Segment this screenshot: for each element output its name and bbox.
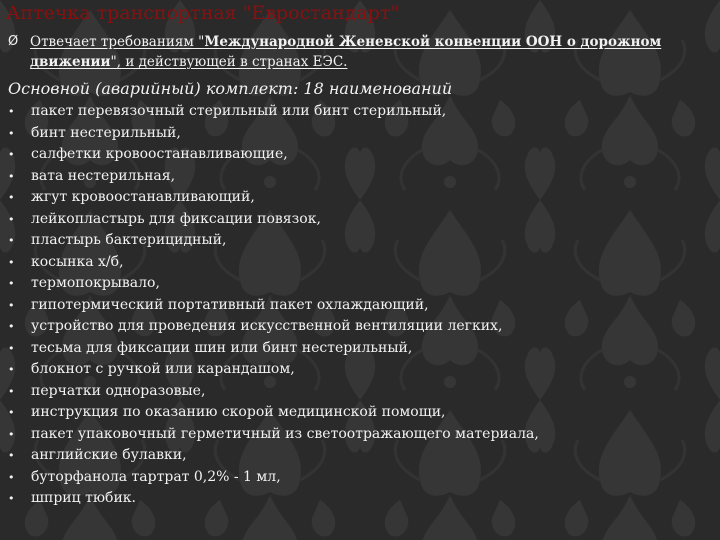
compliance-statement (8, 32, 668, 72)
kit-item (8, 187, 539, 209)
kit-item (8, 467, 539, 489)
bullet-icon: • (8, 105, 15, 118)
kit-item-text: английские булавки, (31, 447, 187, 463)
compliance-text (30, 32, 668, 72)
kit-item-text: лейкопластырь для фиксации повязок, (31, 210, 321, 227)
kit-item-text: блокнот с ручкой или карандашом, (31, 361, 295, 377)
kit-item (8, 445, 539, 467)
kit-item-text: перчатки одноразовые, (31, 382, 206, 399)
kit-subheading: Основной (аварийный) комплект: 18 наименований (8, 79, 453, 98)
slide-title: Аптечка транспортная "Евростандарт" (6, 2, 400, 24)
kit-item (8, 123, 539, 145)
bullet-icon: • (8, 298, 15, 312)
kit-item-text: буторфанола тартрат 0,2% - 1 мл, (31, 468, 281, 485)
convention-name: Международной Женевской конвенции ООН о дорожном движении (30, 34, 662, 70)
kit-item (8, 295, 539, 317)
kit-item (8, 488, 539, 510)
kit-item-text: бинт нестерильный, (31, 124, 181, 141)
kit-item-text: пластырь бактерицидный, (31, 232, 227, 248)
bullet-icon: • (8, 148, 15, 161)
kit-item (8, 424, 539, 446)
bullet-icon: • (8, 191, 15, 204)
compliance-text-part2: ", и действующей в странах ЕЭС. (110, 54, 348, 70)
bullet-icon: • (8, 212, 15, 226)
bullet-icon: • (8, 427, 15, 441)
kit-item (8, 316, 539, 338)
kit-item (8, 230, 539, 252)
kit-item (8, 101, 539, 123)
kit-item-text: термопокрывало, (31, 275, 160, 291)
kit-item (8, 381, 539, 403)
kit-item-text: вата нестерильная, (31, 167, 176, 184)
kit-item-text: инструкция по оказанию скорой медицинской помощи, (31, 404, 446, 420)
kit-item (8, 166, 539, 188)
bullet-icon: • (8, 320, 15, 333)
bullet-icon: • (8, 449, 15, 462)
kit-item (8, 273, 539, 295)
bullet-icon: • (8, 406, 15, 419)
kit-item-text: устройство для проведения искусственной вентиляции легких, (31, 318, 503, 334)
kit-item (8, 209, 539, 231)
kit-item (8, 359, 539, 381)
bullet-icon: • (8, 277, 15, 290)
kit-item (8, 252, 539, 274)
bullet-icon: • (8, 492, 15, 505)
bullet-icon: • (8, 234, 15, 247)
bullet-icon: • (8, 126, 15, 140)
kit-item-text: салфетки кровоостанавливающие, (31, 146, 288, 162)
bullet-icon: • (8, 470, 15, 484)
bullet-icon: • (8, 255, 15, 269)
bullet-icon: • (8, 169, 15, 183)
bullet-icon: • (8, 341, 15, 355)
kit-item-text: косынка х/б, (31, 253, 124, 270)
compliance-text-part1: Отвечает требованиям " (30, 34, 205, 50)
kit-item (8, 402, 539, 424)
kit-item (8, 338, 539, 360)
arrow-bullet-icon: Ø (8, 34, 19, 49)
kit-item-text: тесьма для фиксации шин или бинт нестерильный, (31, 339, 413, 356)
kit-item-text: шприц тюбик. (31, 490, 136, 506)
kit-item-text: гипотермический портативный пакет охлаждающий, (31, 296, 429, 313)
bullet-icon: • (8, 363, 15, 376)
bullet-icon: • (8, 384, 15, 398)
kit-item-text: жгут кровоостанавливающий, (31, 189, 255, 205)
kit-item (8, 144, 539, 166)
kit-item-text: пакет упаковочный герметичный из светоотражающего материала, (31, 425, 539, 442)
kit-item-text: пакет перевязочный стерильный или бинт стерильный, (31, 103, 447, 119)
kit-items-list (8, 101, 539, 510)
